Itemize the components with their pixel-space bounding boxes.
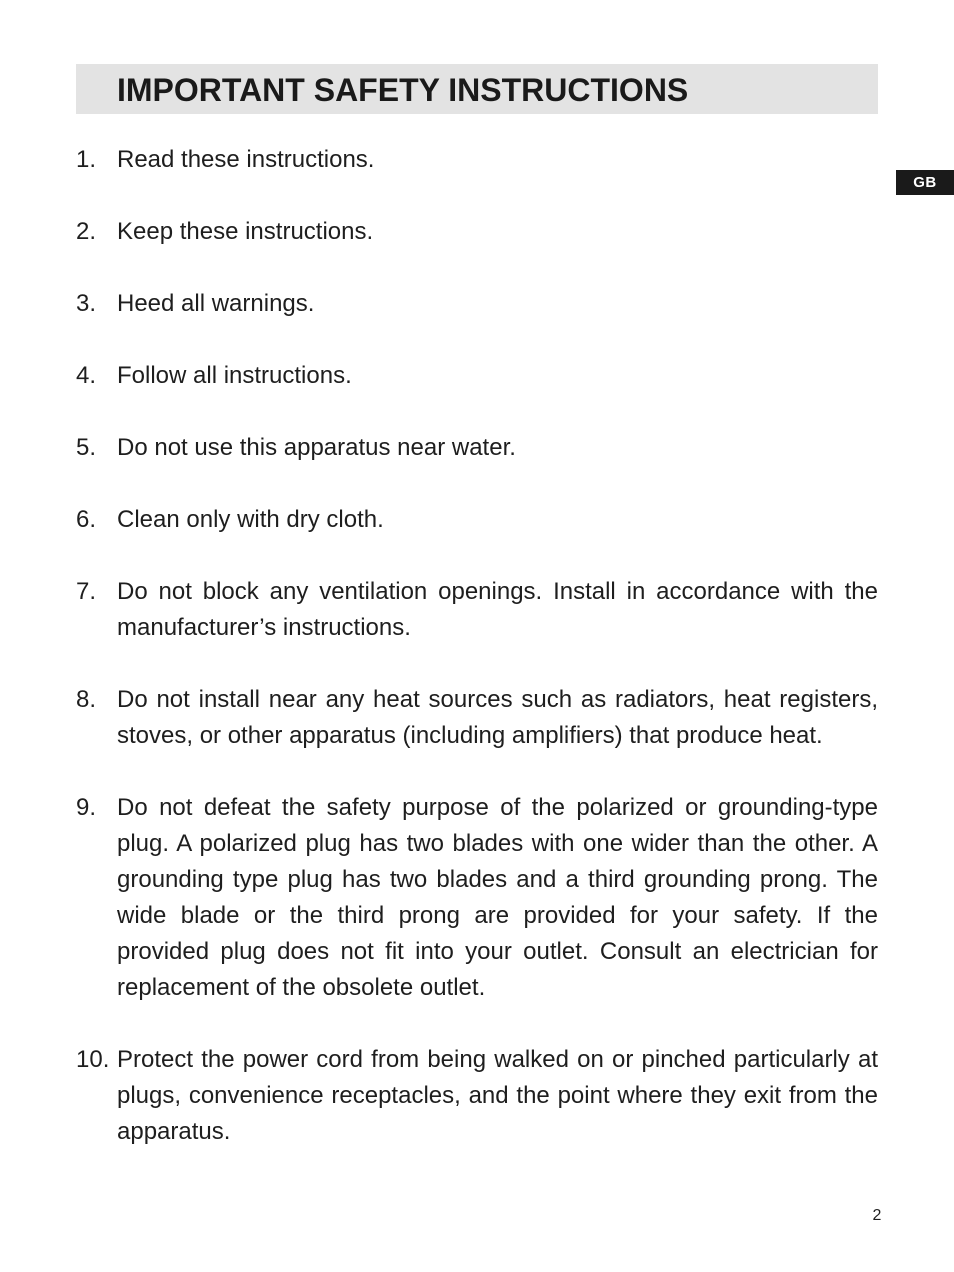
instruction-number: 2.: [76, 218, 97, 245]
instruction-text: Read these instructions.: [117, 146, 375, 173]
page-number: 2: [872, 1207, 882, 1224]
instruction-number: 3.: [76, 290, 97, 317]
instruction-item: [76, 1042, 878, 1150]
instruction-number: 9.: [76, 794, 97, 821]
instruction-text: Do not defeat the safety purpose of the polarized or grounding-type plug. A polarized plug has two blades with one wider than the other. A grounding type plug has two blades and a third grounding prong. The wide blade or the third prong are provided for your safety. If the provided plug does not fit into your outlet. Consult an electrician for replacement of the obsolete outlet.: [117, 794, 878, 1001]
instruction-number: 7.: [76, 578, 97, 605]
instruction-item: [76, 286, 878, 322]
instruction-text: Follow all instructions.: [117, 362, 352, 389]
instruction-item: [76, 790, 878, 1006]
instruction-text: Do not install near any heat sources such as radiators, heat registers, stoves, or other apparatus (including amplifiers) that produce heat.: [117, 686, 878, 749]
instruction-text: Protect the power cord from being walked on or pinched particularly at plugs, convenience receptacles, and the point where they exit from the apparatus.: [117, 1046, 878, 1145]
instruction-number: 1.: [76, 146, 97, 173]
instruction-number: 6.: [76, 506, 97, 533]
instruction-number: 8.: [76, 686, 97, 713]
instruction-number: 5.: [76, 434, 97, 461]
page-title: IMPORTANT SAFETY INSTRUCTIONS: [117, 72, 689, 108]
title-bar: [76, 64, 878, 114]
instruction-text: Heed all warnings.: [117, 290, 315, 317]
instruction-text: Do not block any ventilation openings. Install in accordance with the manufacturer’s instructions.: [117, 578, 878, 641]
instruction-item: [76, 502, 878, 538]
instruction-text: Do not use this apparatus near water.: [117, 434, 516, 461]
instruction-item: [76, 358, 878, 394]
instruction-item: [76, 574, 878, 646]
instruction-list: [76, 142, 878, 1186]
instruction-number: 4.: [76, 362, 97, 389]
instruction-item: [76, 682, 878, 754]
instruction-item: [76, 430, 878, 466]
instruction-text: Keep these instructions.: [117, 218, 374, 245]
instruction-item: [76, 142, 878, 178]
instruction-item: [76, 214, 878, 250]
instruction-number: 10.: [76, 1046, 110, 1073]
language-badge: GB: [896, 170, 954, 195]
instruction-text: Clean only with dry cloth.: [117, 506, 384, 533]
